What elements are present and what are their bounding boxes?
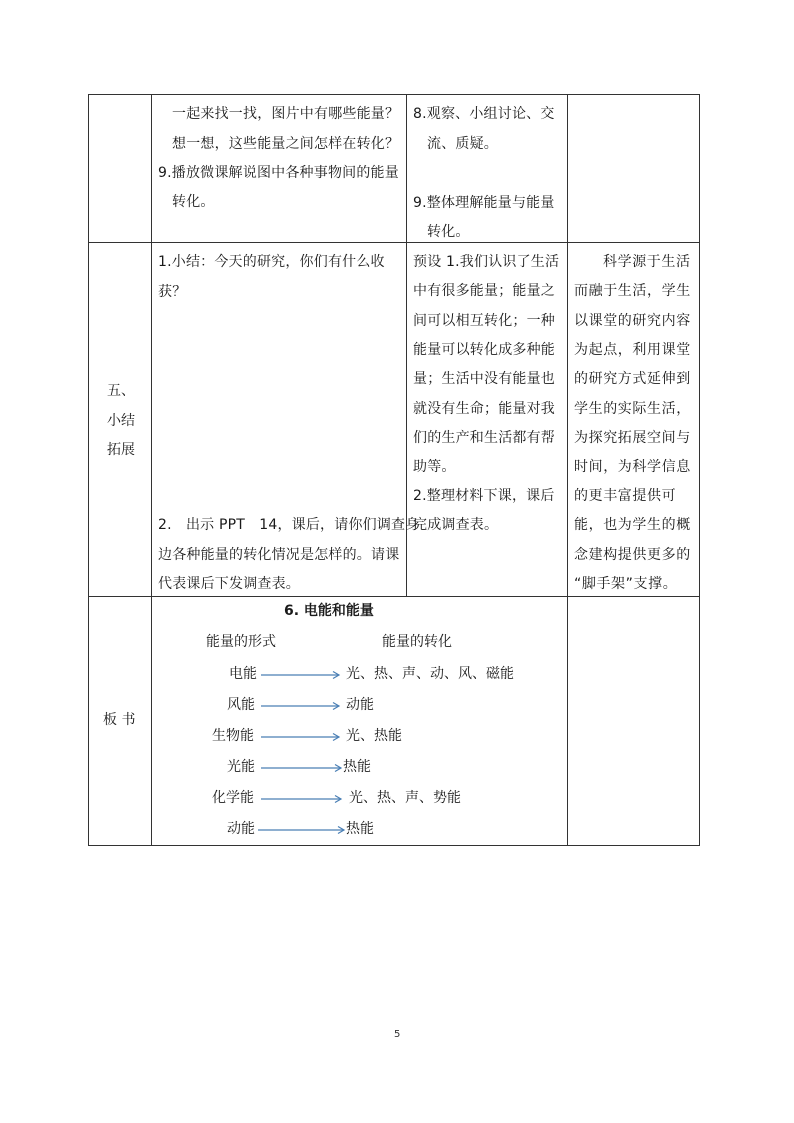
teacher-activity-line: 1.小结：今天的研究，你们有什么收	[158, 254, 385, 270]
design-intent-line: 的研究方式延伸到	[574, 371, 691, 387]
teacher-activity-line: 获？	[158, 284, 187, 300]
energy-result-label: 光、热能	[346, 728, 402, 744]
student-activity-line: 流、质疑。	[427, 136, 498, 152]
design-intent-line: 为起点，利用课堂	[574, 342, 691, 358]
energy-result-label: 光、热、声、势能	[349, 790, 461, 806]
student-activity-line: 们的生产和生活都有帮	[413, 430, 555, 446]
design-intent-line: 而融于生活，学生	[574, 283, 691, 299]
energy-result-label: 光、热、声、动、风、磁能	[346, 666, 514, 682]
board-header-form: 能量的形式	[206, 634, 276, 650]
student-activity-line: 间可以相互转化；一种	[413, 313, 555, 329]
design-intent-line: 为探究拓展空间与	[574, 430, 691, 446]
design-intent-line: 科学源于生活	[603, 254, 691, 270]
design-intent-line: 学生的实际生活，	[574, 401, 691, 417]
student-activity-line: 量；生活中没有能量也	[413, 371, 555, 387]
teacher-activity-line: 代表课后下发调查表。	[158, 576, 300, 592]
teacher-activity-line: 边各种能量的转化情况是怎样的。请课	[158, 547, 400, 563]
student-activity-line: 9.整体理解能量与能量	[413, 195, 555, 211]
stage-label-line: 五、	[107, 383, 135, 399]
board-title: 6. 电能和能量	[284, 603, 374, 619]
student-activity-line: 预设 1.我们认识了生活	[413, 254, 560, 270]
design-intent-line: “脚手架”支撑。	[574, 576, 678, 592]
energy-form-label: 电能	[229, 666, 257, 682]
student-activity-line: 就没有生命；能量对我	[413, 401, 555, 417]
student-activity-line: 完成调查表。	[413, 517, 499, 533]
student-activity-line: 8.观察、小组讨论、交	[413, 106, 555, 122]
energy-form-label: 动能	[227, 821, 255, 837]
board-header-conversion: 能量的转化	[382, 634, 452, 650]
energy-result-label: 动能	[346, 697, 374, 713]
energy-form-label: 化学能	[212, 790, 254, 806]
design-intent-line: 的更丰富提供可	[574, 488, 677, 504]
energy-form-label: 风能	[227, 697, 255, 713]
design-intent-line: 念建构提供更多的	[574, 547, 691, 563]
stage-label-line: 拓展	[107, 442, 135, 458]
teacher-activity-line: 9.播放微课解说图中各种事物间的能量	[158, 165, 399, 181]
student-activity-line: 助等。	[413, 459, 456, 475]
page-number: 5	[394, 1029, 401, 1040]
energy-result-label: 热能	[343, 759, 371, 775]
teacher-activity-line: 2. 出示 PPT 14，课后，请你们调查身	[158, 517, 420, 533]
energy-result-label: 热能	[346, 821, 374, 837]
design-intent-line: 能，也为学生的概	[574, 517, 691, 533]
design-intent-line: 时间，为科学信息	[574, 459, 691, 475]
design-intent-line: 以课堂的研究内容	[574, 313, 691, 329]
energy-form-label: 光能	[227, 759, 255, 775]
teacher-activity-line: 转化。	[172, 194, 215, 210]
stage-label-line: 小结	[107, 413, 135, 429]
student-activity-line: 2.整理材料下课，课后	[413, 488, 555, 504]
stage-label-board: 板 书	[103, 712, 136, 728]
student-activity-line: 中有很多能量；能量之	[413, 283, 555, 299]
student-activity-line: 能量可以转化成多种能	[413, 342, 555, 358]
energy-form-label: 生物能	[212, 728, 254, 744]
teacher-activity-line: 一起来找一找，图片中有哪些能量？	[172, 106, 400, 122]
student-activity-line: 转化。	[427, 224, 470, 240]
teacher-activity-line: 想一想，这些能量之间怎样在转化？	[172, 136, 400, 152]
